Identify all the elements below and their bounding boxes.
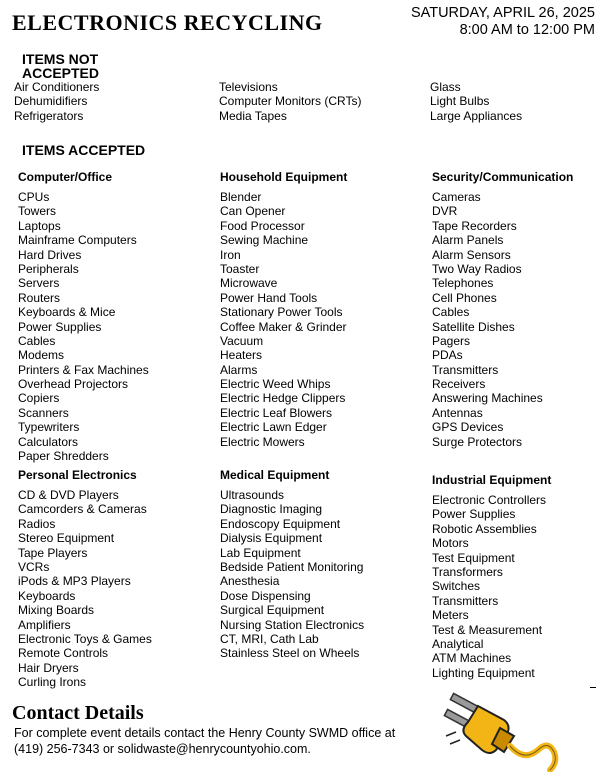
- list-item: Electric Weed Whips: [220, 377, 331, 392]
- list-item: Electronic Controllers: [432, 493, 547, 507]
- list-item: Analytical: [432, 636, 484, 651]
- list-item: Electric Mowers: [220, 434, 305, 449]
- list-security: [432, 190, 543, 449]
- list-item: Test Equipment: [432, 550, 515, 565]
- list-item: Camcorders & Cameras: [18, 502, 147, 517]
- list-item: Paper Shredders: [18, 449, 109, 464]
- list-item: Dose Dispensing: [220, 588, 311, 603]
- list-item: Laptops: [18, 218, 61, 233]
- list-item: Keyboards & Mice: [18, 305, 116, 320]
- list-item: Telephones: [432, 276, 494, 291]
- list-item: Hard Drives: [18, 247, 82, 262]
- list-item: Electric Leaf Blowers: [220, 405, 333, 420]
- list-item: Cell Phones: [432, 290, 497, 305]
- list-item: Anesthesia: [220, 574, 280, 589]
- list-item: Alarm Sensors: [432, 247, 511, 262]
- list-item: Toaster: [220, 261, 260, 276]
- category-title-security: Security/Communication: [432, 170, 574, 184]
- list-item: Overhead Projectors: [18, 377, 129, 392]
- list-household: [220, 190, 347, 449]
- not-accepted-item: Computer Monitors (CRTs): [219, 94, 362, 109]
- event-datetime: [411, 5, 595, 39]
- list-item: Sewing Machine: [220, 233, 309, 248]
- list-item: Alarms: [220, 362, 258, 377]
- plug-icon: [440, 692, 565, 777]
- list-item: Coffee Maker & Grinder: [220, 319, 347, 334]
- list-item: Nursing Station Electronics: [220, 617, 365, 632]
- list-item: Dialysis Equipment: [220, 531, 323, 546]
- list-item: Tape Players: [18, 545, 88, 560]
- accepted-heading: ITEMS ACCEPTED: [22, 142, 146, 158]
- not-accepted-item: Light Bulbs: [430, 94, 490, 109]
- list-item: Two Way Radios: [432, 261, 522, 276]
- list-item: Endoscopy Equipment: [220, 516, 341, 531]
- list-item: Robotic Assemblies: [432, 521, 537, 536]
- list-item: Satellite Dishes: [432, 319, 515, 334]
- list-item: Mainframe Computers: [18, 233, 137, 248]
- list-item: Mixing Boards: [18, 603, 95, 618]
- list-item: Blender: [220, 190, 262, 204]
- list-item: Test & Measurement: [432, 622, 543, 637]
- list-personal: [18, 488, 152, 689]
- list-medical: [220, 488, 364, 661]
- not-accepted-item: Media Tapes: [219, 108, 287, 123]
- list-item: Stainless Steel on Wheels: [220, 646, 360, 661]
- category-title-industrial: Industrial Equipment: [432, 473, 552, 487]
- list-item: Stationary Power Tools: [220, 305, 343, 320]
- list-computer-office: [18, 190, 149, 463]
- list-item: Scanners: [18, 405, 69, 420]
- category-title-medical: Medical Equipment: [220, 468, 330, 482]
- list-item: Tape Recorders: [432, 218, 517, 233]
- list-item: Curling Irons: [18, 675, 87, 690]
- list-item: Surge Protectors: [432, 434, 523, 449]
- list-item: CD & DVD Players: [18, 488, 119, 502]
- list-item: Printers & Fax Machines: [18, 362, 149, 377]
- list-item: Food Processor: [220, 218, 305, 233]
- event-date: SATURDAY, APRIL 26, 2025: [410, 5, 595, 21]
- list-item: VCRs: [18, 559, 50, 574]
- list-item: Antennas: [432, 405, 483, 420]
- list-item: Transformers: [432, 564, 503, 579]
- not-accepted-item: Dehumidifiers: [14, 94, 88, 109]
- list-item: DVR: [432, 204, 458, 219]
- list-item: Lighting Equipment: [432, 665, 535, 680]
- list-item: Meters: [432, 608, 469, 623]
- list-item: Can Opener: [220, 204, 286, 219]
- list-item: Hair Dryers: [18, 660, 79, 675]
- list-item: Power Supplies: [432, 507, 516, 522]
- list-item: Answering Machines: [432, 391, 543, 406]
- list-item: Pagers: [432, 333, 471, 348]
- list-item: Electric Hedge Clippers: [220, 391, 346, 406]
- page-title: ELECTRONICS RECYCLING: [12, 10, 323, 35]
- list-item: Remote Controls: [18, 646, 109, 661]
- list-item: Peripherals: [18, 261, 79, 276]
- not-accepted-heading: ITEMS NOT ACCEPTED: [22, 51, 100, 81]
- not-accepted-item: Refrigerators: [14, 108, 84, 123]
- list-item: Copiers: [18, 391, 60, 406]
- list-item: Transmitters: [432, 362, 499, 377]
- list-item: Alarm Panels: [432, 233, 504, 248]
- list-item: Radios: [18, 516, 56, 531]
- list-item: Diagnostic Imaging: [220, 502, 323, 517]
- contact-line-1: For complete event details contact the Henry County SWMD office at: [14, 726, 396, 740]
- list-item: Transmitters: [432, 593, 499, 608]
- not-accepted-item: Large Appliances: [430, 108, 523, 123]
- list-item: Power Hand Tools: [220, 290, 318, 305]
- list-item: GPS Devices: [432, 420, 504, 435]
- not-accepted-item: Air Conditioners: [14, 80, 100, 94]
- list-item: Cables: [18, 333, 56, 348]
- list-item: Electric Lawn Edger: [220, 420, 327, 435]
- list-item: PDAs: [432, 348, 463, 363]
- list-item: iPods & MP3 Players: [18, 574, 131, 589]
- list-item: Motors: [432, 536, 469, 551]
- list-item: ATM Machines: [432, 651, 512, 666]
- list-item: Modems: [18, 348, 65, 363]
- contact-text: [14, 725, 414, 757]
- category-title-household: Household Equipment: [220, 170, 348, 184]
- category-title-personal: Personal Electronics: [18, 468, 137, 482]
- list-item: Towers: [18, 204, 57, 219]
- list-item: Keyboards: [18, 588, 76, 603]
- list-item: Receivers: [432, 377, 486, 392]
- not-accepted-item: Glass: [430, 80, 461, 94]
- list-item: Lab Equipment: [220, 545, 301, 560]
- not-accepted-column-3: [430, 80, 522, 123]
- not-accepted-column-1: [14, 80, 99, 123]
- list-item: Calculators: [18, 434, 79, 449]
- list-industrial: [432, 493, 546, 680]
- event-time: 8:00 AM to 12:00 PM: [459, 22, 595, 38]
- not-accepted-column-2: [219, 80, 361, 123]
- list-item: Electronic Toys & Games: [18, 631, 152, 646]
- list-item: Microwave: [220, 276, 278, 291]
- contact-line-2: (419) 256-7343 or solidwaste@henrycountyohio.com.: [14, 742, 311, 756]
- list-item: Stereo Equipment: [18, 531, 115, 546]
- list-item: Power Supplies: [18, 319, 102, 334]
- list-item: Routers: [18, 290, 61, 305]
- divider-mark: [590, 687, 596, 688]
- category-title-computer-office: Computer/Office: [18, 170, 113, 184]
- list-item: Iron: [220, 247, 241, 262]
- contact-title: Contact Details: [12, 702, 144, 724]
- list-item: Heaters: [220, 348, 263, 363]
- list-item: Switches: [432, 579, 481, 594]
- list-item: Bedside Patient Monitoring: [220, 559, 364, 574]
- list-item: CPUs: [18, 190, 50, 204]
- list-item: Amplifiers: [18, 617, 71, 632]
- list-item: Cameras: [432, 190, 481, 204]
- list-item: Ultrasounds: [220, 488, 285, 502]
- list-item: Surgical Equipment: [220, 603, 325, 618]
- list-item: Cables: [432, 305, 470, 320]
- list-item: CT, MRI, Cath Lab: [220, 631, 319, 646]
- not-accepted-item: Televisions: [219, 80, 278, 94]
- list-item: Servers: [18, 276, 60, 291]
- list-item: Typewriters: [18, 420, 80, 435]
- list-item: Vacuum: [220, 333, 264, 348]
